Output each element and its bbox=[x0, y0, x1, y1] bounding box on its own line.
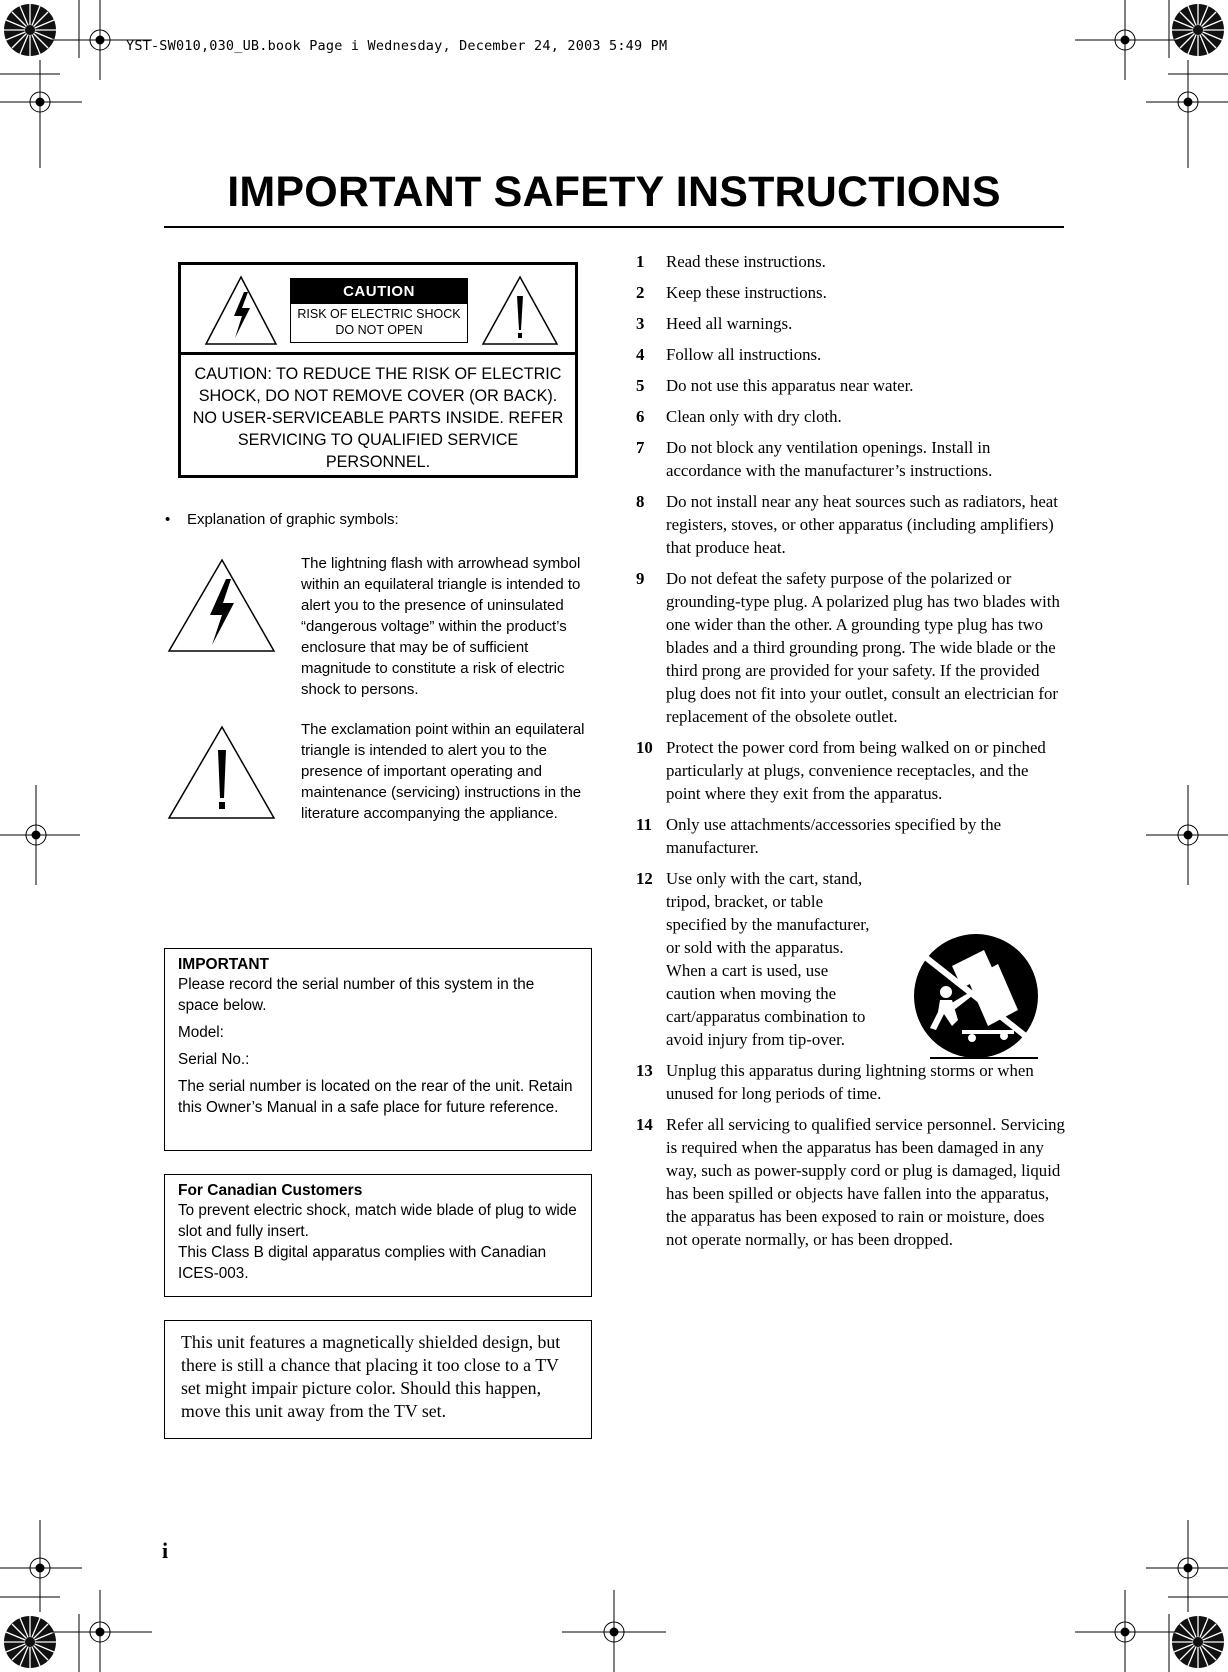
lightning-symbol-description: The lightning flash with arrowhead symbol within an equilateral triangle is intended to alert you to the presence of uninsulated “dangerous voltage” within the product’s enclosure that may be of sufficient magnitude to constitute a risk of electric shock to persons. bbox=[301, 555, 581, 698]
symbols-intro bbox=[165, 511, 399, 528]
registration-starburst-icon bbox=[1172, 1616, 1224, 1668]
caution-subtext-line2: DO NOT OPEN bbox=[335, 323, 423, 337]
registration-crosshair-icon bbox=[1075, 1590, 1178, 1672]
instruction-number: 5 bbox=[636, 376, 645, 395]
canadian-customers-box bbox=[164, 1174, 592, 1297]
instruction-item bbox=[636, 374, 1066, 397]
caution-notice: CAUTION: TO REDUCE THE RISK OF ELECTRIC SHOCK, DO NOT REMOVE COVER (OR BACK). NO USER-SERVICEABLE PARTS INSIDE. REFER SERVICING TO QUALIFIED SERVICE PERSONNEL. bbox=[192, 365, 564, 471]
canadian-title: For Canadian Customers bbox=[178, 1182, 363, 1199]
registration-starburst-icon bbox=[1172, 4, 1224, 56]
instruction-text: Follow all instructions. bbox=[666, 345, 822, 364]
instruction-text: Do not block any ventilation openings. Install in accordance with the manufacturer’s instructions. bbox=[666, 438, 993, 480]
exclamation-symbol-description: The exclamation point within an equilateral triangle is intended to alert you to the presence of important operating and maintenance (servicing) instructions in the literature accompanying the appliance. bbox=[301, 721, 585, 822]
serial-label: Serial No.: bbox=[178, 1051, 250, 1068]
registration-starburst-icon bbox=[4, 4, 56, 56]
instruction-text: Heed all warnings. bbox=[666, 314, 793, 333]
instruction-item bbox=[636, 343, 1066, 366]
instruction-text: Protect the power cord from being walked on or pinched particularly at plugs, convenience receptacles, and the point where they exit from the apparatus. bbox=[666, 738, 1046, 803]
instruction-item bbox=[636, 1059, 1066, 1105]
instruction-number: 10 bbox=[636, 738, 653, 757]
registration-starburst-icon bbox=[4, 1616, 56, 1668]
instruction-number: 6 bbox=[636, 407, 645, 426]
symbols-intro-text: Explanation of graphic symbols: bbox=[186, 511, 399, 528]
print-file-info: YST-SW010,030_UB.book Page i Wednesday, December 24, 2003 5:49 PM bbox=[126, 38, 668, 54]
instruction-item bbox=[636, 281, 1066, 304]
lightning-symbol-icon bbox=[166, 557, 278, 653]
instruction-number: 7 bbox=[636, 438, 645, 457]
instruction-number: 2 bbox=[636, 283, 645, 302]
caution-subtext-line1: RISK OF ELECTRIC SHOCK bbox=[297, 307, 461, 321]
instruction-item bbox=[636, 736, 1066, 805]
important-box bbox=[164, 948, 592, 1151]
instruction-number: 11 bbox=[636, 815, 652, 834]
registration-crosshair-icon bbox=[0, 1520, 82, 1612]
instruction-number: 14 bbox=[636, 1115, 653, 1134]
instruction-text: Do not use this apparatus near water. bbox=[666, 376, 914, 395]
instruction-item bbox=[636, 1113, 1066, 1251]
important-title: IMPORTANT bbox=[178, 956, 269, 973]
page-number: i bbox=[162, 1538, 169, 1563]
instruction-text: Use only with the cart, stand, tripod, bracket, or table specified by the manufacturer, or sold with the apparatus. When a cart is used, use caution when moving the cart/apparatus combination to avoid injury from tip-over. bbox=[666, 869, 870, 1049]
registration-crosshair-icon bbox=[1146, 785, 1228, 885]
instruction-text: Read these instructions. bbox=[666, 252, 826, 271]
page-title: IMPORTANT SAFETY INSTRUCTIONS bbox=[227, 168, 1001, 216]
registration-crosshair-icon bbox=[0, 785, 80, 885]
exclamation-warning-icon bbox=[480, 274, 560, 348]
lightning-warning-icon bbox=[204, 274, 278, 348]
instruction-number: 8 bbox=[636, 492, 645, 511]
registration-crosshair-icon bbox=[0, 60, 82, 168]
instruction-number: 9 bbox=[636, 569, 645, 588]
title-rule bbox=[164, 226, 1064, 228]
instruction-text: Clean only with dry cloth. bbox=[666, 407, 842, 426]
instruction-number: 13 bbox=[636, 1061, 653, 1080]
caution-box-divider bbox=[178, 352, 578, 355]
instruction-text: Do not defeat the safety purpose of the polarized or grounding-type plug. A polarized plug has two blades with one wider than the other. A grounding type plug has two blades and a third grounding prong. The wide blade or the third prong are provided for your safety. If the provided plug does not fit into your outlet, consult an electrician for replacement of the obsolete outlet. bbox=[666, 569, 1060, 726]
model-label: Model: bbox=[178, 1024, 224, 1041]
canadian-plug-note: To prevent electric shock, match wide blade of plug to wide slot and fully insert. bbox=[178, 1202, 577, 1240]
instruction-item bbox=[636, 436, 1066, 482]
serial-location-note: The serial number is located on the rear of the unit. Retain this Owner’s Manual in a safe place for future reference. bbox=[178, 1078, 573, 1116]
caution-subtext bbox=[291, 306, 467, 338]
instruction-text: Refer all servicing to qualified service personnel. Servicing is required when the apparatus has been damaged in any way, such as power-supply cord or plug is damaged, liquid has been spilled or objects have fallen into the apparatus, the apparatus has been exposed to rain or moisture, does not operate normally, or has been dropped. bbox=[666, 1115, 1065, 1249]
caution-label: CAUTION bbox=[291, 279, 467, 304]
magnetic-shield-note: This unit features a magnetically shielded design, but there is still a chance that placing it too close to a TV set might impair picture color. Should this happen, move this unit away from the TV set. bbox=[181, 1332, 561, 1421]
magnetic-shield-note-box bbox=[164, 1320, 592, 1439]
instruction-number: 4 bbox=[636, 345, 645, 364]
cart-tipover-warning-icon bbox=[912, 934, 1040, 1062]
bullet-icon: • bbox=[165, 511, 171, 528]
instruction-text: Only use attachments/accessories specified by the manufacturer. bbox=[666, 815, 1002, 857]
instruction-number: 3 bbox=[636, 314, 645, 333]
registration-crosshair-icon bbox=[1146, 1520, 1228, 1612]
instruction-item bbox=[636, 312, 1066, 335]
instruction-text: Do not install near any heat sources such as radiators, heat registers, stoves, or other apparatus (including amplifiers) that produce heat. bbox=[666, 492, 1058, 557]
instruction-item bbox=[636, 567, 1066, 728]
instruction-item bbox=[636, 490, 1066, 559]
registration-crosshair-icon bbox=[48, 1590, 152, 1672]
instruction-item bbox=[636, 813, 1066, 859]
instruction-text: Keep these instructions. bbox=[666, 283, 827, 302]
registration-crosshair-icon bbox=[562, 1590, 666, 1672]
instruction-item bbox=[636, 250, 1066, 273]
important-text: Please record the serial number of this system in the space below. bbox=[178, 976, 535, 1014]
instruction-number: 1 bbox=[636, 252, 645, 271]
registration-crosshair-icon bbox=[1146, 60, 1228, 168]
canadian-ices-note: This Class B digital apparatus complies with Canadian ICES-003. bbox=[178, 1244, 547, 1282]
instruction-number: 12 bbox=[636, 869, 653, 888]
instruction-item bbox=[636, 405, 1066, 428]
instruction-text: Unplug this apparatus during lightning storms or when unused for long periods of time. bbox=[666, 1061, 1034, 1103]
registration-crosshair-icon bbox=[1075, 0, 1178, 80]
exclamation-symbol-icon bbox=[166, 724, 278, 820]
safety-instructions-list bbox=[636, 250, 1066, 1259]
